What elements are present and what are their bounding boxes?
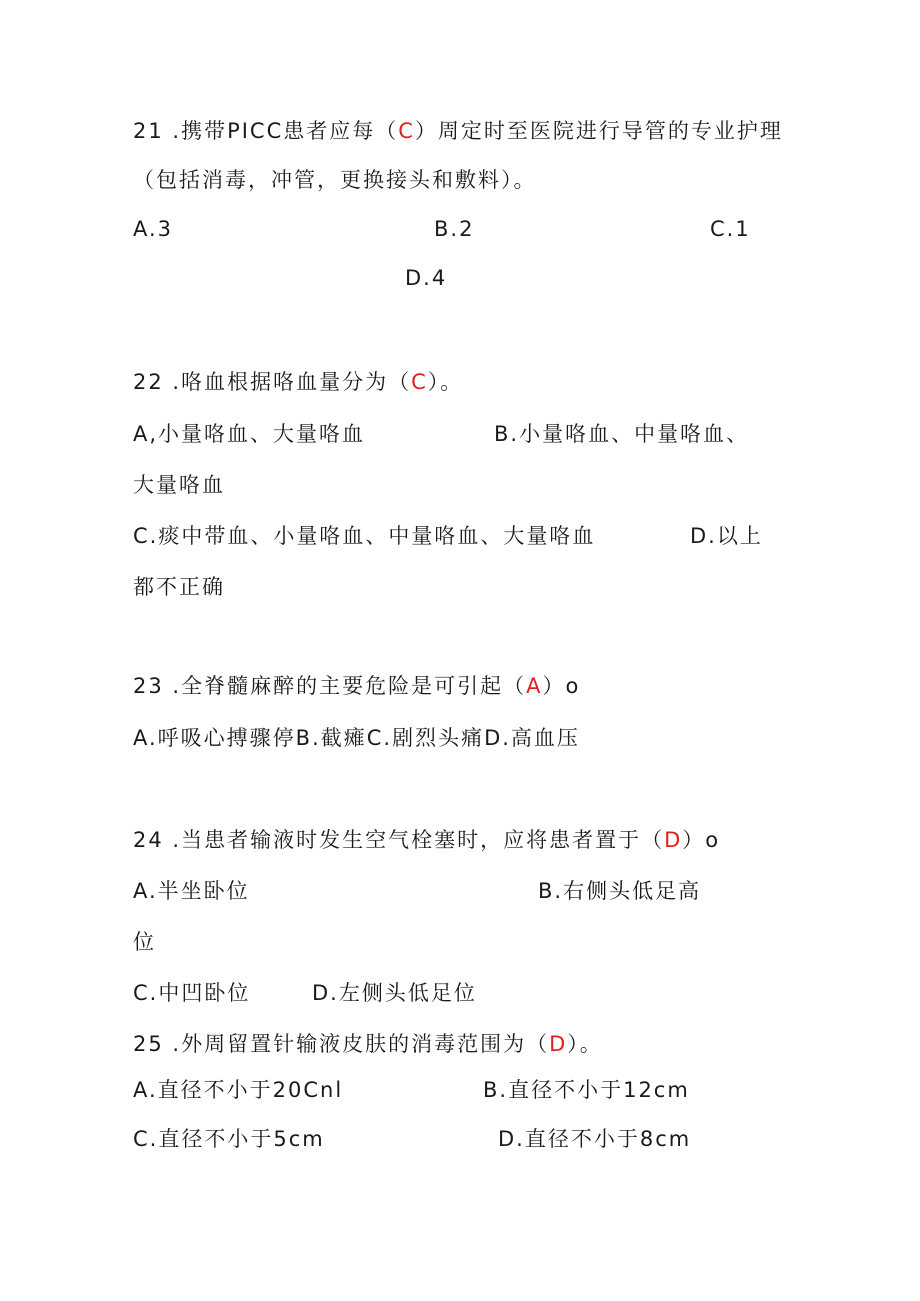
option-c: C.痰中带血、小量咯血、中量咯血、大量咯血 [133,524,596,548]
question-text: 25 .外周留置针输液皮肤的消毒范围为（ [133,1032,550,1056]
option-d-continued: 都不正确 [133,575,225,599]
question-text: 21 .携带PICC患者应每（ [133,119,399,143]
question-21-continued: （包括消毒，冲管，更换接头和敷料）。 [133,168,537,192]
question-21 [133,117,783,145]
option-a: A.半坐卧位 [133,879,250,903]
question-text: ）。 [427,370,464,394]
option-c: C.1 [710,217,751,241]
question-text: ）o [682,828,721,852]
question-text: ）。 [567,1032,603,1056]
option-a: A,小量咯血、大量咯血 [133,422,366,446]
option-b: B.右侧头低足高 [538,879,702,903]
answer-letter: D [664,828,683,852]
answer-letter: D [549,1032,568,1056]
option-d: D.直径不小于8cm [498,1127,692,1151]
option-a: A.3 [133,217,174,241]
answer-letter: A [526,674,543,698]
question-23 [133,672,580,700]
option-a: A.直径不小于20Cnl [133,1078,344,1102]
options-row: A.呼吸心搏骤停B.截瘫C.剧烈头痛D.高血压 [133,726,580,750]
question-24 [133,826,720,854]
answer-letter: C [398,119,415,143]
option-b: B.直径不小于12cm [483,1078,690,1102]
option-c: C.中凹卧位 [133,981,251,1005]
question-text: ）o [542,674,581,698]
option-c: C.直径不小于5cm [133,1127,325,1151]
question-text: 24 .当患者输液时发生空气栓塞时，应将患者置于（ [133,828,665,852]
option-b-continued: 位 [133,930,156,954]
option-b: B.小量咯血、中量咯血、 [494,422,750,446]
option-b-continued: 大量咯血 [133,473,225,497]
question-text: 23 .全脊髓麻醉的主要危险是可引起（ [133,674,527,698]
question-text: ）周定时至医院进行导管的专业护理 [414,119,783,143]
answer-letter: C [411,370,428,394]
option-b: B.2 [434,217,475,241]
option-d: D.以上 [690,524,763,548]
option-d: D.4 [405,266,448,290]
question-text: 22 .咯血根据咯血量分为（ [133,370,412,394]
option-d: D.左侧头低足位 [312,981,477,1005]
question-22 [133,368,463,396]
question-25 [133,1030,603,1058]
